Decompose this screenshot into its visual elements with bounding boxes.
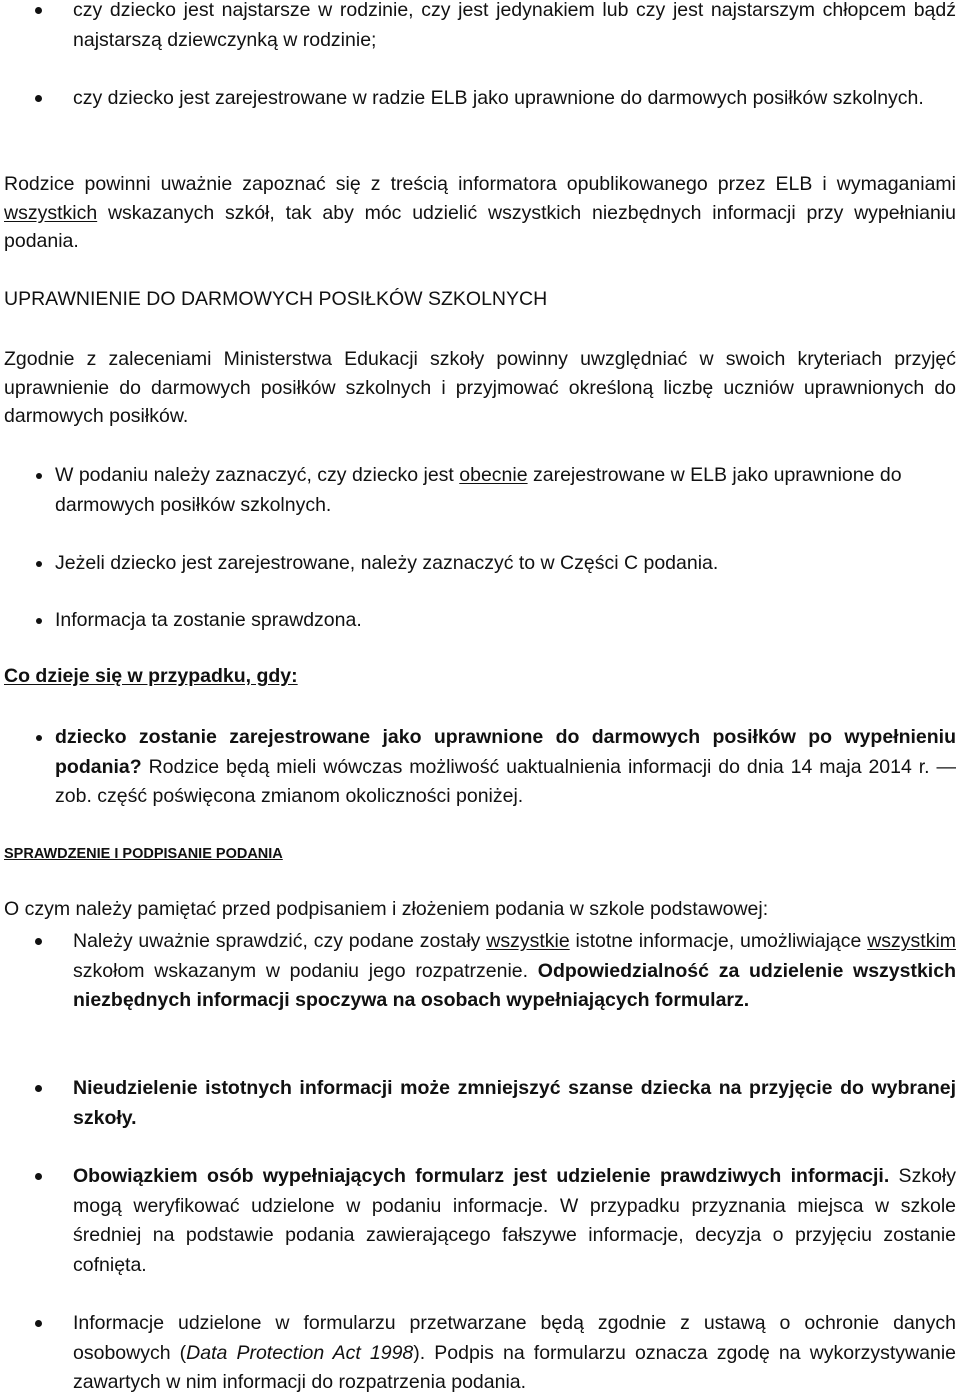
- list-item: [73, 0, 956, 55]
- text-run: Informacja ta zostanie sprawdzona.: [55, 609, 362, 631]
- section-intro: O czym należy pamiętać przed podpisaniem i złożeniem podania w szkole podstawowej:: [4, 898, 769, 920]
- underlined-text: obecnie: [459, 464, 528, 486]
- parents-paragraph: [4, 170, 956, 256]
- list-item: [73, 1162, 956, 1280]
- list-item: [73, 1074, 956, 1133]
- text-run: Należy uważnie sprawdzić, czy podane zostały: [73, 930, 487, 952]
- list-item-text: czy dziecko jest najstarsze w rodzinie, czy jest jedynakiem lub czy jest najstarszym chłopcem bądź najstarszą dziewczynką w rodzinie;: [73, 0, 956, 51]
- list-item: [73, 1309, 956, 1398]
- underlined-text: wszystkich: [4, 201, 98, 224]
- text-run: wskazanych szkół, tak aby móc udzielić wszystkich niezbędnych informacji przy wypełnianiu podania.: [4, 201, 956, 252]
- text-run: ). Podpis na formularzu oznacza zgodę na wykorzystywanie zawartych w nim informacji do rozpatrzenia podania.: [73, 1341, 957, 1393]
- bold-text: Nieudzielenie istotnych informacji może zmniejszyć szanse dziecka na przyjęcie do wybranej szkoły.: [73, 1077, 956, 1129]
- list-item: [55, 549, 956, 579]
- list-item: [55, 461, 956, 520]
- text-run: W podaniu należy zaznaczyć, czy dziecko jest: [55, 464, 460, 486]
- section-heading: [4, 665, 956, 688]
- bold-text: Obowiązkiem osób wypełniających formularz jest udzielenie prawdziwych informacji.: [73, 1165, 890, 1187]
- bold-text: Odpowiedzialność za udzielenie wszystkich niezbędnych informacji spoczywa na osobach wypełniających formularz.: [73, 959, 956, 1011]
- underlined-text: wszystkie: [486, 930, 570, 952]
- text-run: Jeżeli dziecko jest zarejestrowane, należy zaznaczyć to w Części C podania.: [55, 552, 719, 574]
- bold-text: dziecko zostanie zarejestrowane jako uprawnione do darmowych posiłków po wypełnieniu podania?: [55, 726, 956, 778]
- section-heading: SPRAWDZENIE I PODPISANIE PODANIA: [4, 846, 283, 862]
- section-heading: UPRAWNIENIE DO DARMOWYCH POSIŁKÓW SZKOLNYCH: [4, 288, 548, 310]
- text-run: szkołom wskazanym w podaniu jego rozpatrzenie.: [73, 959, 538, 982]
- text-run: Szkoły mogą weryfikować udzielone w podaniu informacje. W przypadku przyznania miejsca w szkole średniej na podstawie podania zawierającego fałszywe informacje, decyzja o przyjęciu zostanie cofnięta.: [73, 1165, 956, 1276]
- text-run: Rodzice będą mieli wówczas możliwość uaktualnienia informacji do dnia 14 maja 2014 r. — zob. część poświęcona zmianom okoliczności poniżej.: [55, 755, 956, 807]
- text-run: istotne informacje, umożliwiające: [569, 930, 868, 952]
- section-paragraph: Zgodnie z zaleceniami Ministerstwa Edukacji szkoły powinny uwzględniać w swoich kryteriach przyjęć uprawnienie do darmowych posiłków szkolnych i przyjmować określoną liczbę uczniów uprawnionych do darmowych posiłków.: [4, 348, 956, 427]
- list-item-text: czy dziecko jest zarejestrowane w radzie ELB jako uprawnione do darmowych posiłków szkolnych.: [73, 87, 924, 109]
- text-run: zarejestrowane w ELB jako uprawnione do darmowych posiłków szkolnych.: [55, 464, 902, 516]
- text-run: Rodzice powinni uważnie zapoznać się z treścią informatora opublikowanego przez ELB i wymaganiami: [4, 173, 956, 195]
- list-item: [73, 927, 956, 1016]
- list-item: [55, 723, 956, 812]
- list-item: [73, 84, 956, 114]
- italic-text: Data Protection Act 1998: [186, 1341, 414, 1364]
- underlined-text: wszystkim: [867, 930, 957, 952]
- text-run: Informacje udzielone w formularzu przetwarzane będą zgodnie z ustawą o ochronie danych osobowych (: [73, 1312, 956, 1364]
- list-item: [55, 606, 956, 636]
- heading-text: Co dzieje się w przypadku, gdy:: [4, 665, 298, 687]
